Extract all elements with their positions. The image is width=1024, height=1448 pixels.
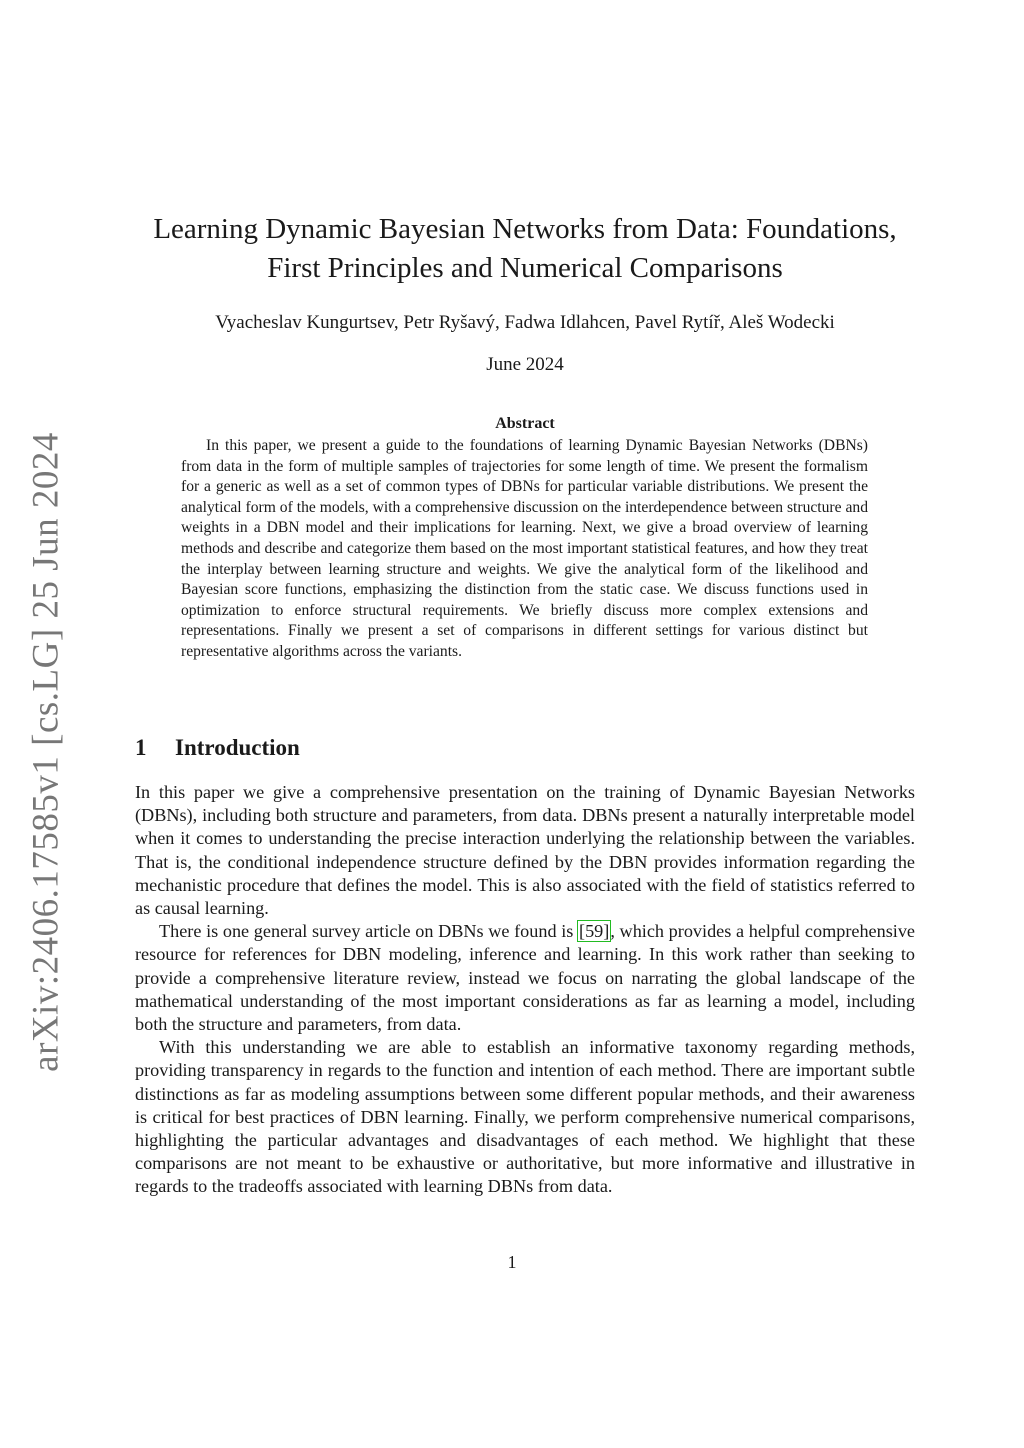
page-number: 1 bbox=[507, 1252, 517, 1272]
section-number: 1 bbox=[135, 735, 147, 760]
paragraph-2-text-before: There is one general survey article on DBNs we found is bbox=[159, 921, 579, 942]
arxiv-identifier-stamp: arXiv:2406.17585v1 [cs.LG] 25 Jun 2024 bbox=[25, 432, 67, 1072]
paragraph-3: With this understanding we are able to establish an informative taxonomy regarding methods, providing transparency in regards to the function and intention of each method. There are important subtle distinctions as far as modeling assumptions between some different popular methods, and their awareness is critical for best practices of DBN learning. Finally, we perform comprehensive numerical comparisons, highlighting the particular advantages and disadvantages of each method. We highlight that these comparisons are not meant to be exhaustive or authoritative, but more informative and illustrative in regards to the tradeoffs associated with learning DBNs from data. bbox=[135, 1037, 915, 1197]
author-list: Vyacheslav Kungurtsev, Petr Ryšavý, Fadwa Idlahcen, Pavel Rytíř, Aleš Wodecki bbox=[215, 312, 835, 333]
paper-title-line-2: First Principles and Numerical Comparisons bbox=[267, 252, 783, 284]
section-heading-introduction bbox=[135, 733, 300, 763]
introduction-body bbox=[135, 781, 915, 1199]
paragraph-1: In this paper we give a comprehensive presentation on the training of Dynamic Bayesian Networks (DBNs), including both structure and parameters, from data. DBNs present a naturally interpretable model when it comes to understanding the precise interaction underlying the relationship between the variables. That is, the conditional independence structure defined by the DBN provides information regarding the mechanistic procedure that defines the model. This is also associated with the field of statistics referred to as causal learning. bbox=[135, 782, 915, 919]
paper-title-line-1: Learning Dynamic Bayesian Networks from Data: Foundations, bbox=[153, 213, 897, 245]
paragraph-2 bbox=[135, 920, 915, 1036]
abstract-heading: Abstract bbox=[495, 415, 555, 432]
section-title: Introduction bbox=[175, 735, 300, 760]
paper-title bbox=[100, 210, 950, 288]
citation-link-59[interactable]: [59] bbox=[579, 921, 610, 942]
paragraph-2-text-after: , which provides a helpful comprehensive resource for references for DBN modeling, inference and learning. In this work rather than seeking to provide a comprehensive literature review, instead we focus on narrating the global landscape of the mathematical understanding of the most important considerations as far as learning a model, including both the structure and parameters, from data. bbox=[135, 921, 915, 1035]
abstract-text: In this paper, we present a guide to the foundations of learning Dynamic Bayesian Networks (DBNs) from data in the form of multiple samples of trajectories for some length of time. We present the formalism for a generic as well as a set of common types of DBNs for particular variable distributions. We present the analytical form of the models, with a comprehensive discussion on the interdependence between structure and weights in a DBN model and their implications for learning. Next, we give a broad overview of learning methods and describe and categorize them based on the most important statistical features, and how they treat the interplay between learning structure and weights. We give the analytical form of the likelihood and Bayesian score functions, emphasizing the distinction from the static case. We discuss functions used in optimization to enforce structural requirements. We briefly discuss more complex extensions and representations. Finally we present a set of comparisons in different settings for various distinct but representative algorithms across the variants. bbox=[181, 437, 868, 660]
publication-date: June 2024 bbox=[486, 354, 564, 375]
